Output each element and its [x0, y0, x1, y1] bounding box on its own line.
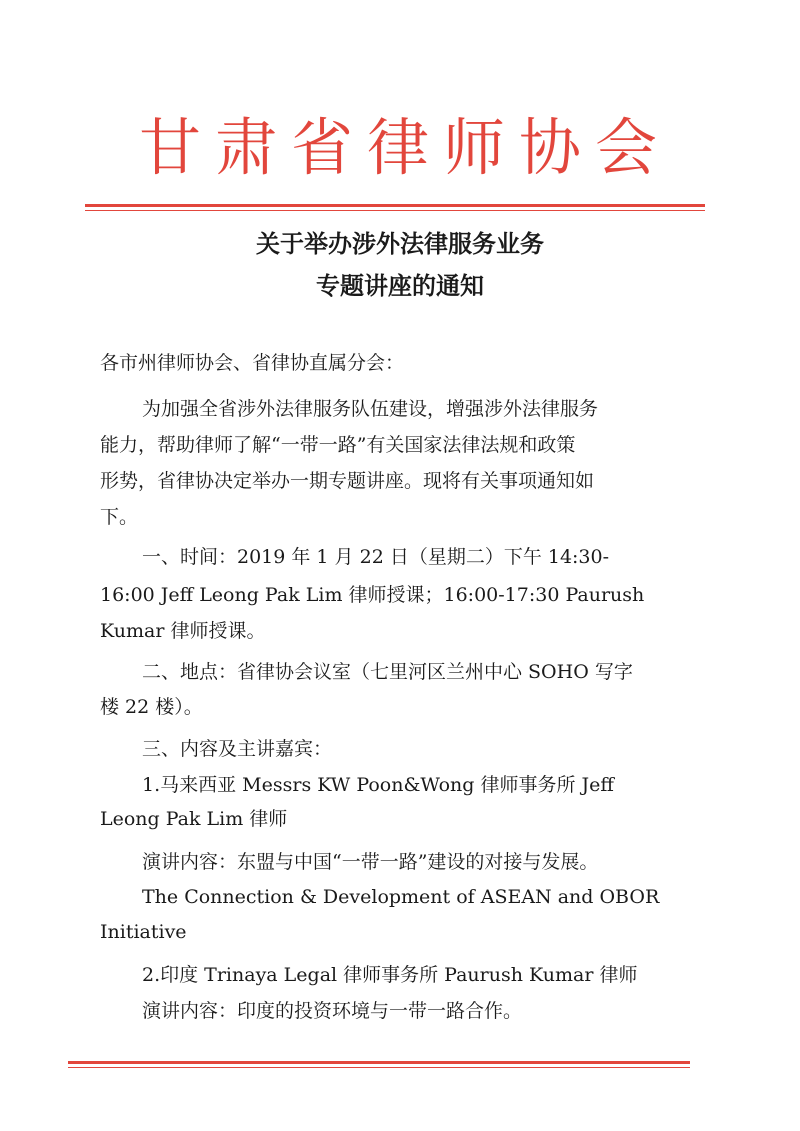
salutation: 各市州律师协会、省律协直属分会：: [100, 352, 405, 374]
speaker1-topic-en-line-2: Initiative: [100, 921, 187, 943]
time-line-1: 一、时间：2019 年 1 月 22 日（星期二）下午 14:30-: [142, 546, 610, 568]
speaker1-line-1: 1.马来西亚 Messrs KW Poon&Wong 律师事务所 Jeff: [142, 774, 614, 796]
intro-line-1: 为加强全省涉外法律服务队伍建设，增强涉外法律服务: [142, 398, 599, 420]
place-line-2: 楼 22 楼）。: [100, 696, 203, 718]
time-line-3: Kumar 律师授课。: [100, 620, 266, 642]
doc-title-line-1: 关于举办涉外法律服务业务: [256, 230, 544, 258]
time-line-2: 16:00 Jeff Leong Pak Lim 律师授课；16:00-17:30 Paurush: [100, 584, 645, 606]
org-header: 甘肃省律师协会: [138, 111, 671, 184]
intro-line-2: 能力，帮助律师了解“一带一路”有关国家法律法规和政策: [100, 434, 576, 456]
place-line-1: 二、地点：省律协会议室（七里河区兰州中心 SOHO 写字: [142, 661, 633, 683]
content-heading: 三、内容及主讲嘉宾：: [142, 738, 333, 760]
speaker2-line: 2.印度 Trinaya Legal 律师事务所 Paurush Kumar 律师: [142, 964, 638, 986]
intro-line-4: 下。: [100, 506, 139, 528]
footer-rule: [68, 1061, 690, 1068]
speaker1-topic-en-line-1: The Connection & Development of ASEAN and OBOR: [142, 886, 660, 908]
speaker1-topic: 演讲内容：东盟与中国“一带一路”建设的对接与发展。: [142, 851, 599, 873]
speaker1-line-2: Leong Pak Lim 律师: [100, 808, 288, 830]
header-rule: [85, 204, 705, 211]
speaker2-topic: 演讲内容：印度的投资环境与一带一路合作。: [142, 1000, 523, 1022]
intro-line-3: 形势，省律协决定举办一期专题讲座。现将有关事项通知如: [100, 470, 595, 492]
doc-title-line-2: 专题讲座的通知: [316, 272, 484, 300]
